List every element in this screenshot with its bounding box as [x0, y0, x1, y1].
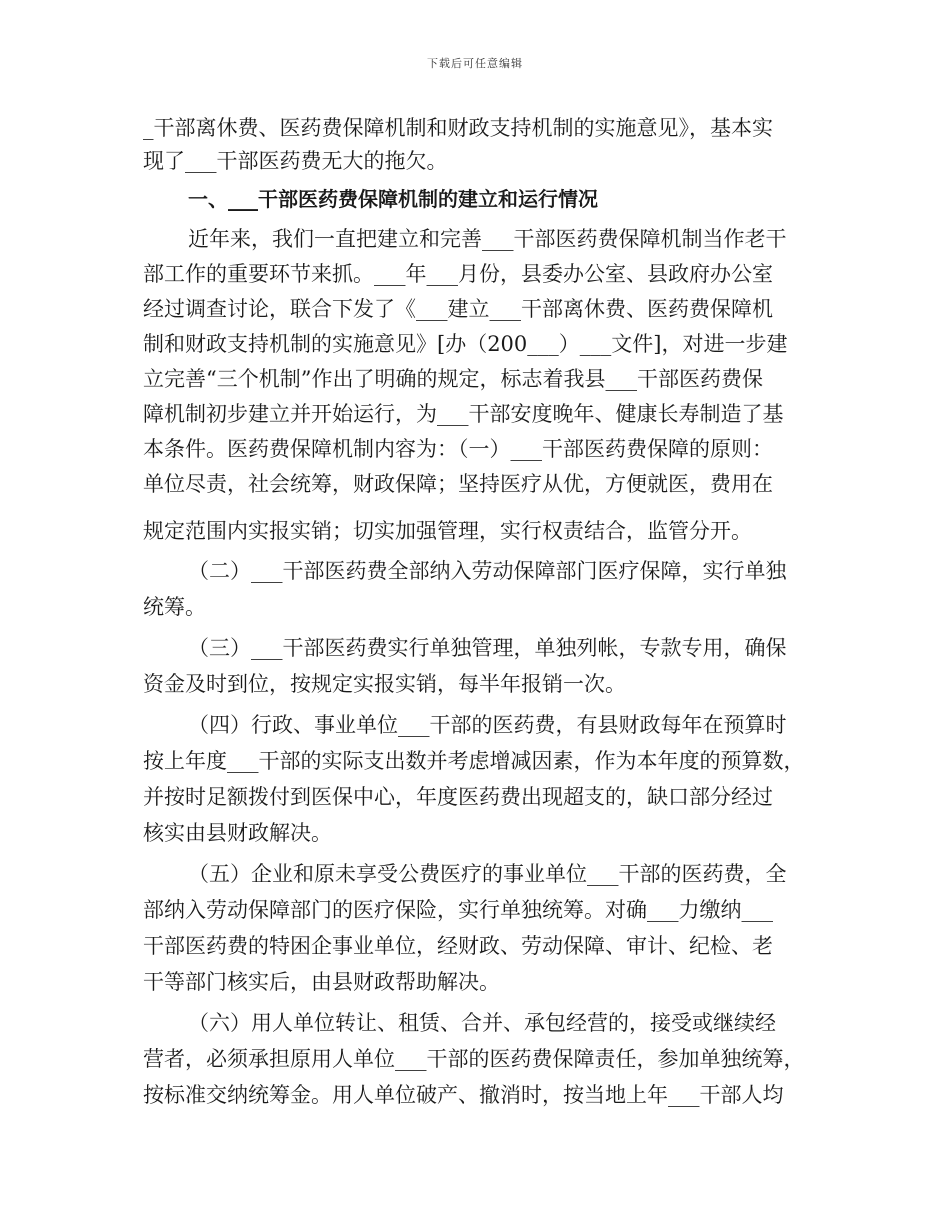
body-line: 并按时足额拨付到医保中心，年度医药费出现超支的，缺口部分经过 [143, 785, 773, 809]
body-line: 障机制初步建立并开始运行，为___干部安度晚年、健康长寿制造了基 [143, 402, 784, 426]
paragraph-first-line: （五）企业和原未享受公费医疗的事业单位___干部的医药费，全 [188, 862, 787, 886]
body-line: 资金及时到位，按规定实报实销，每半年报销一次。 [143, 672, 626, 696]
body-line: 现了___干部医药费无大的拖欠。 [143, 149, 448, 173]
body-line: 干等部门核实后，由县财政帮助解决。 [143, 970, 500, 994]
body-line: 单位尽责，社会统筹，财政保障；坚持医疗从优，方便就医，费用在 [143, 472, 773, 496]
body-line: 规定范围内实报实销；切实加强管理，实行权责结合，监管分开。 [143, 519, 752, 543]
paragraph-first-line: 近年来，我们一直把建立和完善___干部医药费保障机制当作老干 [188, 227, 787, 251]
paragraph-first-line: （四）行政、事业单位___干部的医药费，有县财政每年在预算时 [188, 713, 787, 737]
body-line: 立完善“三个机制”作出了明确的规定，标志着我县___干部医药费保 [143, 367, 763, 391]
body-line: _干部离休费、医药费保障机制和财政支持机制的实施意见》，基本实 [143, 116, 773, 140]
body-line: 按标准交纳统筹金。用人单位破产、撤消时，按当地上年___干部人均 [143, 1083, 784, 1107]
paragraph-first-line: （六）用人单位转让、租赁、合并、承包经营的，接受或继续经 [188, 1011, 776, 1035]
body-line: 营者，必须承担原用人单位___干部的医药费保障责任，参加单独统筹， [143, 1047, 805, 1071]
page-header: 下载后可任意编辑 [427, 57, 523, 70]
body-line: 经过调查讨论，联合下发了《___建立___干部离休费、医药费保障机 [143, 297, 773, 321]
body-line: 部工作的重要环节来抓。___年___月份，县委办公室、县政府办公室 [143, 262, 773, 286]
paragraph-first-line: （三）___干部医药费实行单独管理，单独列帐，专款专用，确保 [188, 636, 787, 660]
body-line: 制和财政支持机制的实施意见》[办（200___）___文件]，对进一步建 [143, 332, 788, 356]
body-line: 按上年度___干部的实际支出数并考虑增减因素，作为本年度的预算数， [143, 749, 805, 773]
body-line: 部纳入劳动保障部门的医疗保险，实行单独统筹。对确___力缴纳___ [143, 898, 773, 922]
paragraph-first-line: （二）___干部医药费全部纳入劳动保障部门医疗保障，实行单独 [188, 559, 787, 583]
body-line: 干部医药费的特困企事业单位，经财政、劳动保障、审计、纪检、老 [143, 934, 773, 958]
section-heading: 一、___干部医药费保障机制的建立和运行情况 [188, 187, 598, 211]
body-line: 本条件。医药费保障机制内容为：（一）___干部医药费保障的原则： [143, 437, 773, 461]
body-line: 核实由县财政解决。 [143, 821, 332, 845]
body-line: 统筹。 [143, 595, 206, 619]
